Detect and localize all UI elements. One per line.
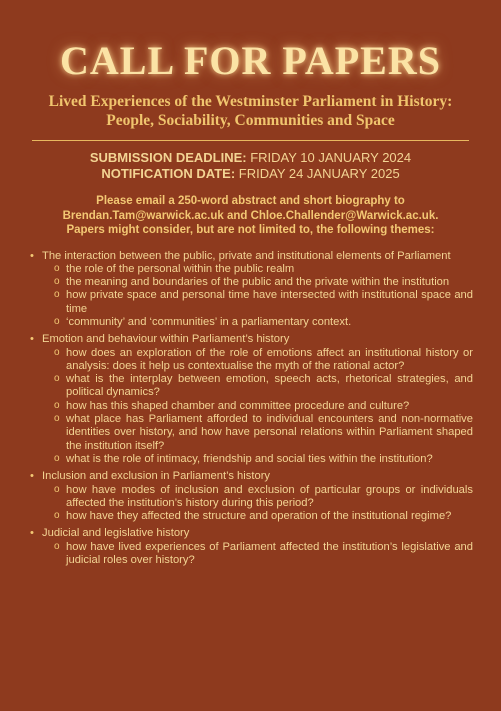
submission-deadline-value: FRIDAY 10 JANUARY 2024: [250, 150, 412, 165]
theme-title: • Emotion and behaviour within Parliament’s history: [42, 333, 290, 346]
theme-subitem: o how does an exploration of the role of emotions affect an institutional history or analysis: does it help us contextualise the myth of the rational actor?: [52, 347, 473, 374]
intro-line-3: Papers might consider, but are not limited to, the following themes:: [66, 224, 435, 236]
theme-title: • Judicial and legislative history: [42, 527, 190, 540]
submission-deadline-label: SUBMISSION DEADLINE:: [89, 150, 247, 165]
notification-date-value: FRIDAY 24 JANUARY 2025: [238, 166, 400, 181]
theme-subitem: o how have modes of inclusion and exclusion of particular groups or individuals affected the institution’s history during this period?: [52, 484, 473, 511]
theme-subitem: o the role of the personal within the public realm: [52, 263, 473, 276]
intro-line-1: Please email a 250-word abstract and short biography to: [96, 195, 405, 207]
theme-subitem: o ‘community’ and ‘communities’ in a parliamentary context.: [52, 316, 473, 329]
submission-deadline: [28, 150, 473, 166]
theme-item: [28, 527, 473, 567]
theme-subitems: [42, 541, 473, 568]
theme-item: [28, 470, 473, 523]
theme-subitem: o how has this shaped chamber and committee procedure and culture?: [52, 400, 473, 413]
theme-subitem: o the meaning and boundaries of the public and the private within the institution: [52, 276, 473, 289]
divider: [32, 140, 469, 141]
theme-subitems: [42, 484, 473, 524]
theme-item: [28, 333, 473, 466]
intro-line-2: Brendan.Tam@warwick.ac.uk and Chloe.Challender@Warwick.ac.uk.: [62, 209, 439, 222]
theme-title: • The interaction between the public, private and institutional elements of Parliament: [42, 249, 451, 262]
page-title: CALL FOR PAPERS: [60, 38, 441, 83]
theme-title: • Inclusion and exclusion in Parliament’s history: [42, 470, 271, 483]
themes-list: [28, 250, 473, 568]
theme-subitems: [42, 263, 473, 329]
theme-subitem: o how have they affected the structure and operation of the institutional regime?: [52, 510, 473, 523]
theme-subitem: o how have lived experiences of Parliament affected the institution’s legislative and judicial roles over history?: [52, 541, 473, 568]
intro: [28, 194, 473, 238]
theme-subitem: o what is the interplay between emotion, speech acts, rhetorical strategies, and political dynamics?: [52, 373, 473, 400]
theme-subitem: o what is the role of intimacy, friendship and social ties within the institution?: [52, 453, 473, 466]
theme-subitem: o what place has Parliament afforded to individual encounters and non-normative identities over history, and how have personal relations within Parliament shaped the institution itself?: [52, 413, 473, 453]
subtitle: Lived Experiences of the Westminster Parliament in History: People, Sociability, Communities and Space: [48, 93, 453, 129]
notification-date: [28, 166, 473, 182]
theme-subitems: [42, 347, 473, 467]
theme-item: [28, 250, 473, 330]
deadlines: [28, 150, 473, 182]
theme-subitem: o how private space and personal time have intersected with institutional space and time: [52, 289, 473, 316]
notification-date-label: NOTIFICATION DATE:: [101, 166, 236, 181]
